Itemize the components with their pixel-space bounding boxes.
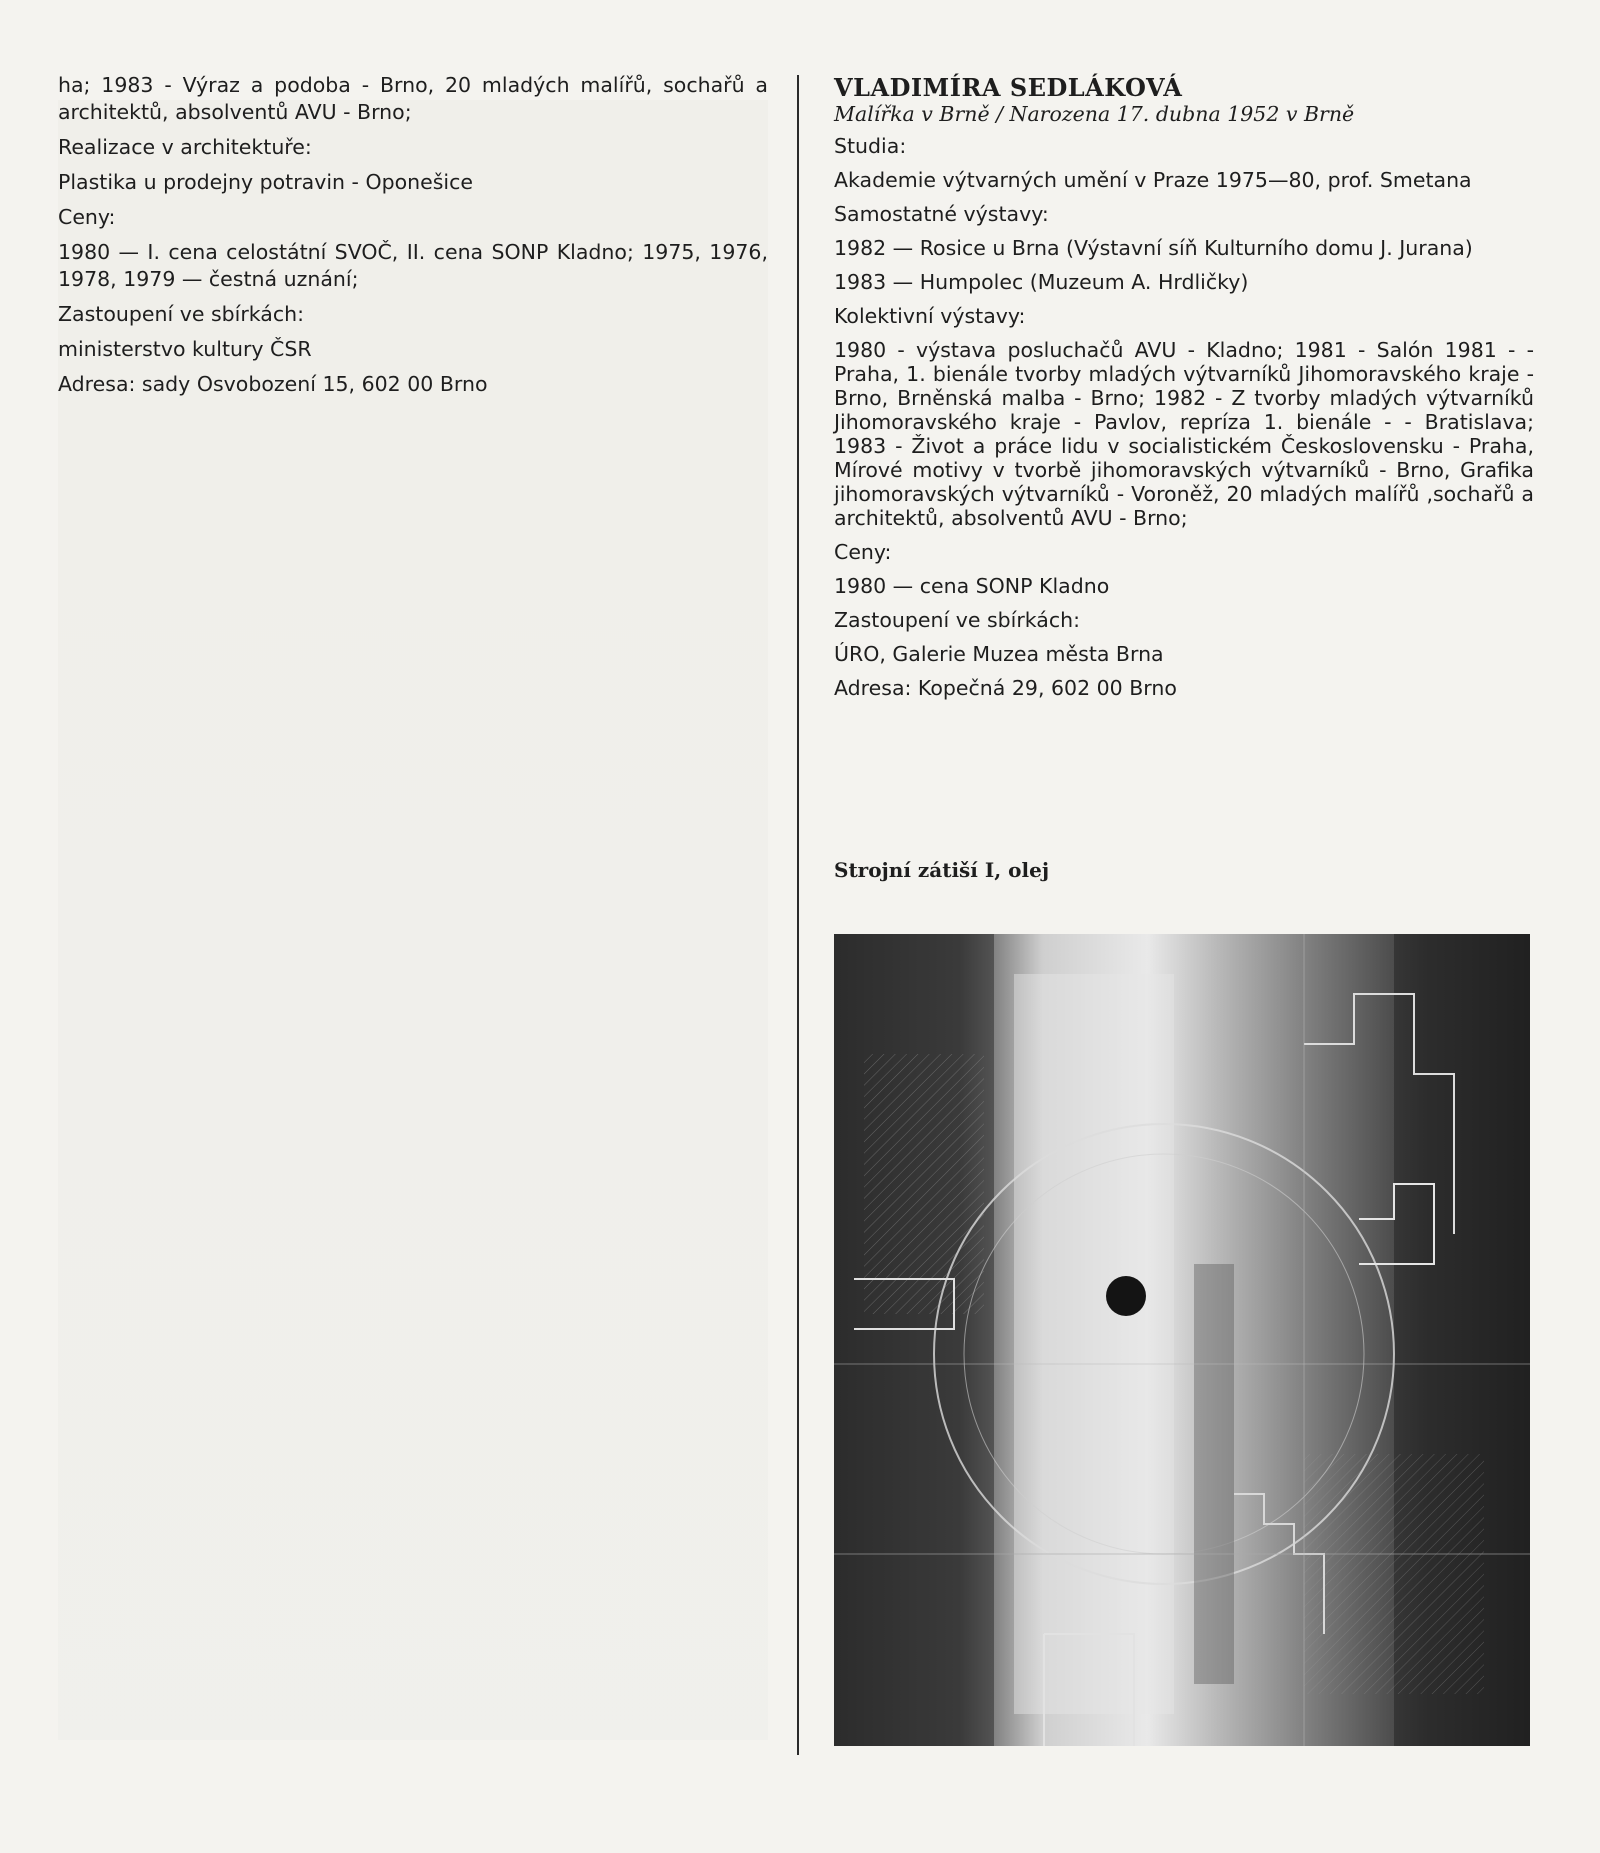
- right-paragraph: 1980 — cena SONP Kladno: [834, 574, 1110, 598]
- artwork-image: [834, 934, 1530, 1746]
- artwork-caption: Strojní zátiší I, olej: [834, 858, 1050, 882]
- artist-name: VLADIMÍRA SEDLÁKOVÁ: [834, 73, 1183, 102]
- right-column: [834, 73, 1534, 710]
- artwork-illustration: [834, 934, 1530, 1746]
- left-paragraph: ministerstvo kultury ČSR: [58, 337, 312, 361]
- right-paragraph: Ceny:: [834, 540, 892, 564]
- left-paragraph: ha; 1983 - Výraz a podoba - Brno, 20 mladých malířů, sochařů a architektů, absolventů AVU - Brno;: [58, 73, 768, 124]
- right-paragraph: Zastoupení ve sbírkách:: [834, 608, 1081, 632]
- right-paragraph: ÚRO, Galerie Muzea města Brna: [834, 642, 1164, 666]
- right-paragraph: 1980 - výstava posluchačů AVU - Kladno; 1981 - Salón 1981 - - Praha, 1. bienále tvorby mladých výtvarníků Jihomoravského kraje - Brno, Brněnská malba - Brno; 1982 - Z tvorby mladých výtvarníků Jihomoravského kraje - Pavlov, repríza 1. bienále - - Bratislava; 1983 - Život a práce lidu v socialistickém Československu - Praha, Mírové motivy v tvorbě jihomoravských výtvarníků - Brno, Grafika jihomoravských výtvarníků - Voroněž, 20 mladých malířů ,sochařů a architektů, absolventů AVU - Brno;: [834, 338, 1534, 530]
- left-paragraph: Ceny:: [58, 205, 116, 229]
- column-divider: [797, 75, 799, 1755]
- right-paragraph: Studia:: [834, 134, 907, 158]
- left-paragraph: Adresa: sady Osvobození 15, 602 00 Brno: [58, 372, 488, 396]
- artist-subtitle: Malířka v Brně / Narozena 17. dubna 1952 v Brně: [834, 102, 1355, 126]
- right-paragraph: Akademie výtvarných umění v Praze 1975—80, prof. Smetana: [834, 168, 1472, 192]
- right-paragraph: Kolektivní výstavy:: [834, 304, 1026, 328]
- left-column: [58, 72, 768, 406]
- right-paragraph: Samostatné výstavy:: [834, 202, 1049, 226]
- right-paragraph: 1983 — Humpolec (Muzeum A. Hrdličky): [834, 270, 1249, 294]
- left-paragraph: Plastika u prodejny potravin - Oponešice: [58, 170, 474, 194]
- left-paragraph: Realizace v architektuře:: [58, 135, 312, 159]
- left-paragraph: 1980 — I. cena celostátní SVOČ, II. cena SONP Kladno; 1975, 1976, 1978, 1979 — čestná uznání;: [58, 240, 768, 291]
- right-paragraph: Adresa: Kopečná 29, 602 00 Brno: [834, 676, 1177, 700]
- left-paragraph: Zastoupení ve sbírkách:: [58, 302, 305, 326]
- right-paragraph: 1982 — Rosice u Brna (Výstavní síň Kulturního domu J. Jurana): [834, 236, 1473, 260]
